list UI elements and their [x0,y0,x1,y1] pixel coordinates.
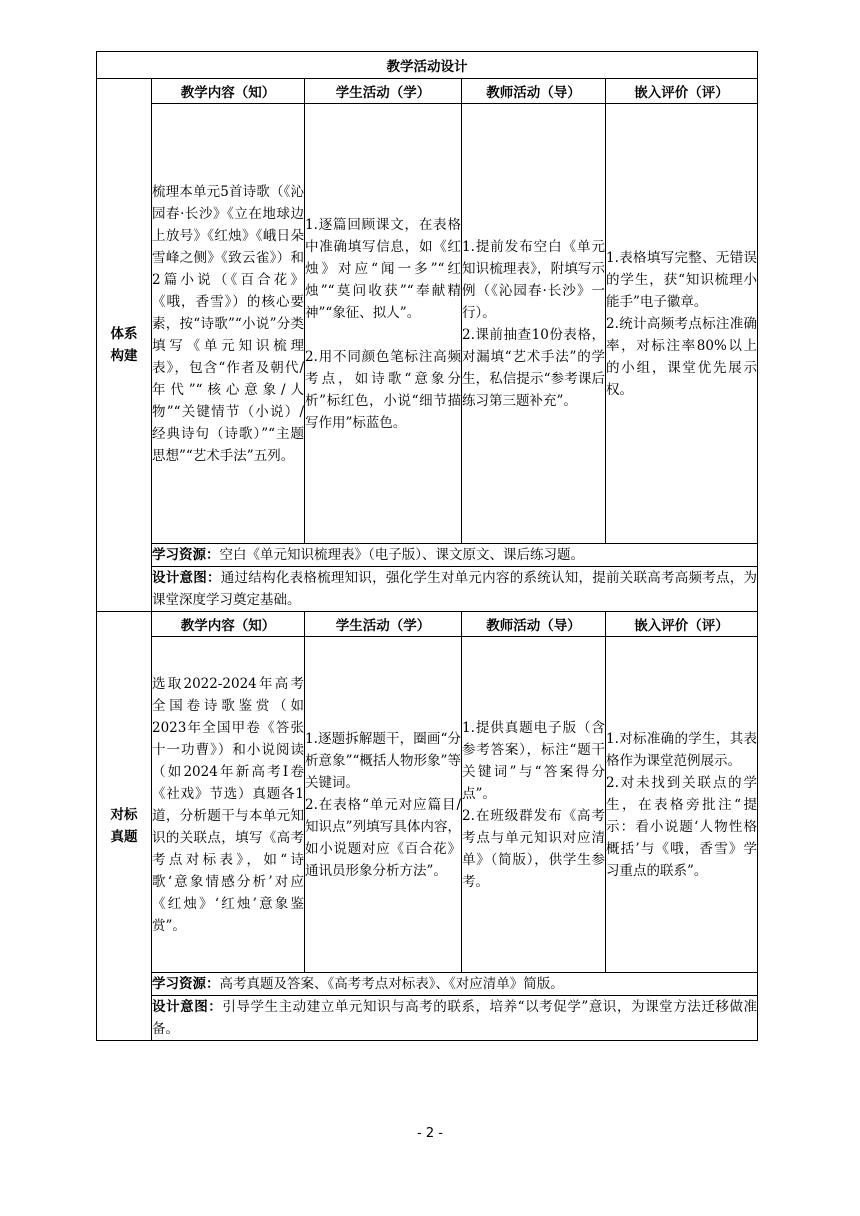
resources-row [152,973,758,996]
header-teacher: 教师活动（导） [462,612,606,637]
content-text: 梳理本单元5首诗歌（《沁园春·长沙》《立在地球边上放号》《红烛》《峨日朵雪峰之侧》《致云雀》）和2篇小说（《百合花》《哦，香雪》）的核心要素，按“诗歌”“小说”分类填写《单元知识梳理表》，包含“作者及朝代/年代”“核心意象/人物”“关键情节（小说）/经典诗句（诗歌）”“主题思想”“艺术手法”五列。 [152,183,304,464]
student-text-1: 1.逐篇回顾课文，在表格中准确填写信息，如《红烛》对应“闻一多”“红烛”“莫问收获”“奉献精神”“象征、拟人”。 [305,216,461,321]
stage-label-system-building [97,79,152,612]
content-cell [152,104,305,544]
evaluation-text-2: 2.统计高频考点标注准确率，对标注率80%以上的小组，课堂优先展示权。 [606,315,758,398]
resources-label: 学习资源： [152,976,220,992]
evaluation-cell [606,637,758,973]
content-cell [152,637,305,973]
header-content: 教学内容（知） [152,79,305,104]
table-title: 教学活动设计 [97,52,758,79]
teacher-cell [462,104,606,544]
student-cell [305,637,462,973]
header-evaluation: 嵌入评价（评） [606,612,758,637]
header-teacher: 教师活动（导） [462,79,606,104]
resources-row [152,544,758,567]
header-student: 学生活动（学） [305,612,462,637]
teaching-activity-table [96,51,758,1041]
intent-label: 设计意图： [152,570,221,586]
intent-row [152,996,758,1041]
teacher-text-2: 2.课前抽查10份表格，对漏填“艺术手法”的学生，私信提示“参考课后练习第三题补充”。 [462,326,605,409]
teacher-text-1: 1.提供真题电子版（含参考答案），标注“题干关键词”与“答案得分点”。 [462,719,605,802]
header-content: 教学内容（知） [152,612,305,637]
content-text: 选取2022-2024年高考全国卷诗歌鉴赏（如2023年全国甲卷《答张十一功曹》）和小说阅读（如2024年新高考Ⅰ卷《社戏》节选）真题各1道，分析题干与本单元知识的关联点，填写《高考考点对标表》，如“诗歌‘意象情感分析’对应《红烛》‘红烛’意象鉴赏”。 [152,675,304,934]
header-evaluation: 嵌入评价（评） [606,79,758,104]
resources-label: 学习资源： [152,547,220,563]
teacher-text-1: 1.提前发布空白《单元知识梳理表》，附填写示例（《沁园春·长沙》一行）。 [462,238,605,321]
student-text-2: 2.在表格“单元对应篇目/知识点”列填写具体内容，如小说题对应《百合花》通讯员形象分析方法”。 [305,796,461,879]
page-number: - 2 - [417,1126,443,1141]
student-text-1: 1.逐题拆解题干，圈画“分析意象”“概括人物形象”等关键词。 [305,730,461,791]
student-cell [305,104,462,544]
stage-text: 体系构建 [110,326,138,364]
teacher-cell [462,637,606,973]
intent-text: 通过结构化表格梳理知识，强化学生对单元内容的系统认知，提前关联高考高频考点，为课堂深度学习奠定基础。 [152,570,758,608]
stage-label-exam-alignment [97,612,152,1041]
intent-label: 设计意图： [152,999,223,1015]
evaluation-text-1: 1.表格填写完整、无错误的学生，获“知识梳理小能手”电子徽章。 [606,249,758,310]
evaluation-text-1: 1.对标准确的学生，其表格作为课堂范例展示。 [606,730,758,769]
evaluation-cell [606,104,758,544]
evaluation-text-2: 2.对未找到关联点的学生，在表格旁批注“提示：看小说题‘人物性格概括’与《哦，香雪》学习重点的联系”。 [606,774,758,879]
intent-text: 引导学生主动建立单元知识与高考的联系，培养“以考促学”意识，为课堂方法迁移做准备。 [152,999,758,1037]
stage-text: 对标真题 [110,807,138,845]
teacher-text-2: 2.在班级群发布《高考考点与单元知识对应清单》（简版），供学生参考。 [462,807,605,890]
header-student: 学生活动（学） [305,79,462,104]
intent-row [152,567,758,612]
resources-text: 空白《单元知识梳理表》（电子版）、课文原文、课后练习题。 [219,547,584,563]
student-text-2: 2.用不同颜色笔标注高频考点，如诗歌“意象分析”标红色，小说“细节描写作用”标蓝色。 [305,348,461,431]
resources-text: 高考真题及答案、《高考考点对标表》、《对应清单》简版。 [219,976,564,992]
